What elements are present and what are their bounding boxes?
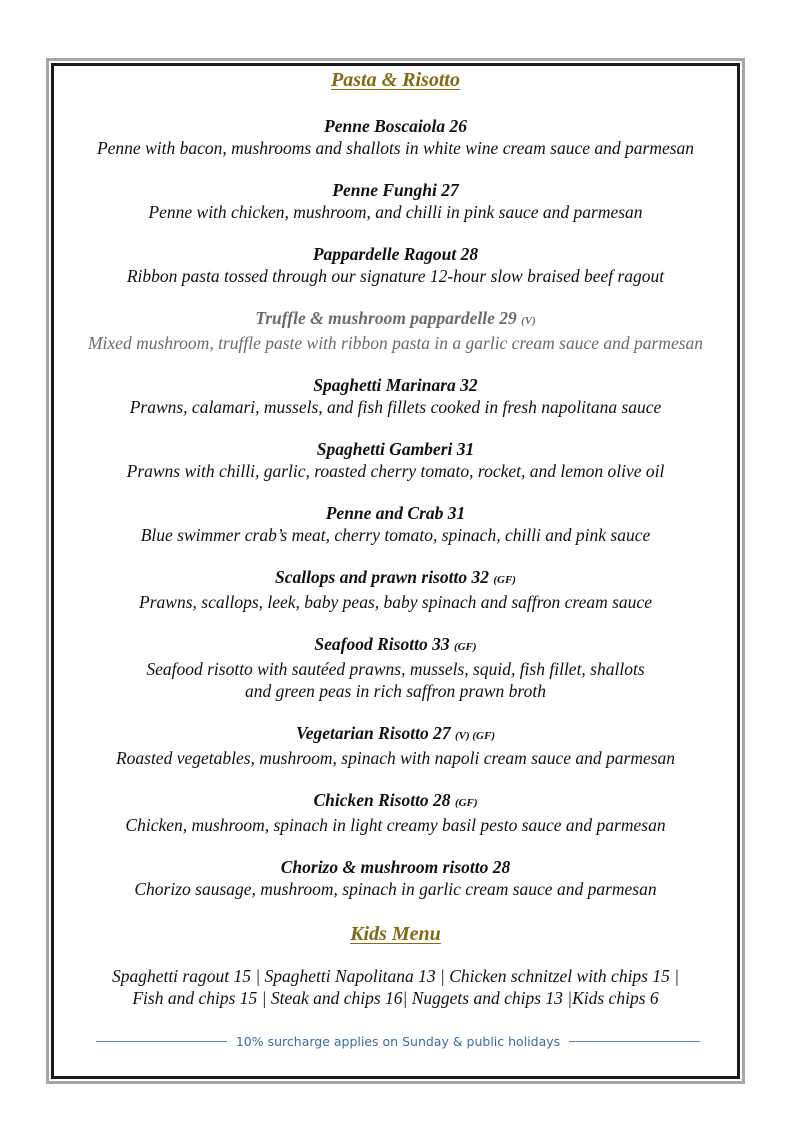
dish-name: Penne Funghi 27	[332, 180, 459, 200]
surcharge-note: 10% surcharge applies on Sunday & public holidays	[235, 1033, 561, 1049]
dish-description: Prawns, scallops, leek, baby peas, baby spinach and saffron cream sauce	[139, 592, 652, 612]
dish-name: Seafood Risotto 33 (GF)	[314, 634, 477, 654]
dish-item	[54, 789, 737, 836]
dish-item	[54, 115, 737, 159]
dish-name: Chorizo & mushroom risotto 28	[280, 857, 511, 877]
kids-menu-items: Spaghetti ragout 15 | Spaghetti Napolitana 13 | Chicken schnitzel with chips 15 | Fish and chips 15 | Steak and chips 16| Nuggets and chips 13 |Kids chips 6	[111, 966, 680, 1008]
dish-name: Truffle & mushroom pappardelle 29 (V)	[255, 308, 536, 328]
dish-item	[54, 179, 737, 223]
dish-description: Penne with bacon, mushrooms and shallots in white wine cream sauce and parmesan	[96, 138, 695, 158]
dietary-tag: (V)	[521, 315, 536, 327]
dish-item	[54, 502, 737, 546]
dish-item	[54, 633, 737, 702]
dish-item	[54, 243, 737, 287]
kids-menu-heading: Kids Menu	[350, 923, 441, 945]
dish-item	[54, 307, 737, 354]
dish-name: Penne Boscaiola 26	[324, 116, 467, 136]
footer-rule-right	[569, 1041, 700, 1042]
dish-name: Spaghetti Marinara 32	[313, 375, 478, 395]
dietary-tag: (GF)	[493, 574, 516, 586]
dish-name: Penne and Crab 31	[325, 503, 466, 523]
dish-item	[54, 722, 737, 769]
footer-rule-left	[96, 1041, 227, 1042]
dietary-tag: (GF)	[453, 641, 477, 653]
dish-item	[54, 566, 737, 613]
dish-description: Seafood risotto with sautéed prawns, mussels, squid, fish fillet, shallots and green peas in rich saffron prawn broth	[146, 659, 645, 701]
dietary-tag: (GF)	[454, 797, 478, 809]
dish-item	[54, 374, 737, 418]
dish-description: Blue swimmer crab’s meat, cherry tomato, spinach, chilli and pink sauce	[140, 525, 651, 545]
dish-item	[54, 438, 737, 482]
dish-name: Scallops and prawn risotto 32 (GF)	[275, 567, 516, 587]
dish-name: Pappardelle Ragout 28	[312, 244, 479, 264]
surcharge-footer	[96, 1031, 700, 1051]
dish-item	[54, 856, 737, 900]
dish-name: Vegetarian Risotto 27 (V) (GF)	[295, 723, 495, 743]
dish-description: Ribbon pasta tossed through our signature 12-hour slow braised beef ragout	[126, 266, 665, 286]
dish-description: Roasted vegetables, mushroom, spinach with napoli cream sauce and parmesan	[115, 748, 676, 768]
dish-name: Spaghetti Gamberi 31	[316, 439, 475, 459]
dish-description: Chicken, mushroom, spinach in light creamy basil pesto sauce and parmesan	[125, 815, 666, 835]
dish-description: Prawns, calamari, mussels, and fish fillets cooked in fresh napolitana sauce	[129, 397, 662, 417]
dish-description: Chorizo sausage, mushroom, spinach in garlic cream sauce and parmesan	[134, 879, 657, 899]
pasta-risotto-heading: Pasta & Risotto	[331, 69, 460, 91]
menu-content	[54, 64, 737, 1009]
dish-name: Chicken Risotto 28 (GF)	[313, 790, 478, 810]
dish-description: Mixed mushroom, truffle paste with ribbon pasta in a garlic cream sauce and parmesan	[87, 333, 704, 353]
dish-description: Penne with chicken, mushroom, and chilli in pink sauce and parmesan	[148, 202, 643, 222]
dish-description: Prawns with chilli, garlic, roasted cherry tomato, rocket, and lemon olive oil	[126, 461, 665, 481]
dietary-tag: (V) (GF)	[454, 730, 495, 742]
